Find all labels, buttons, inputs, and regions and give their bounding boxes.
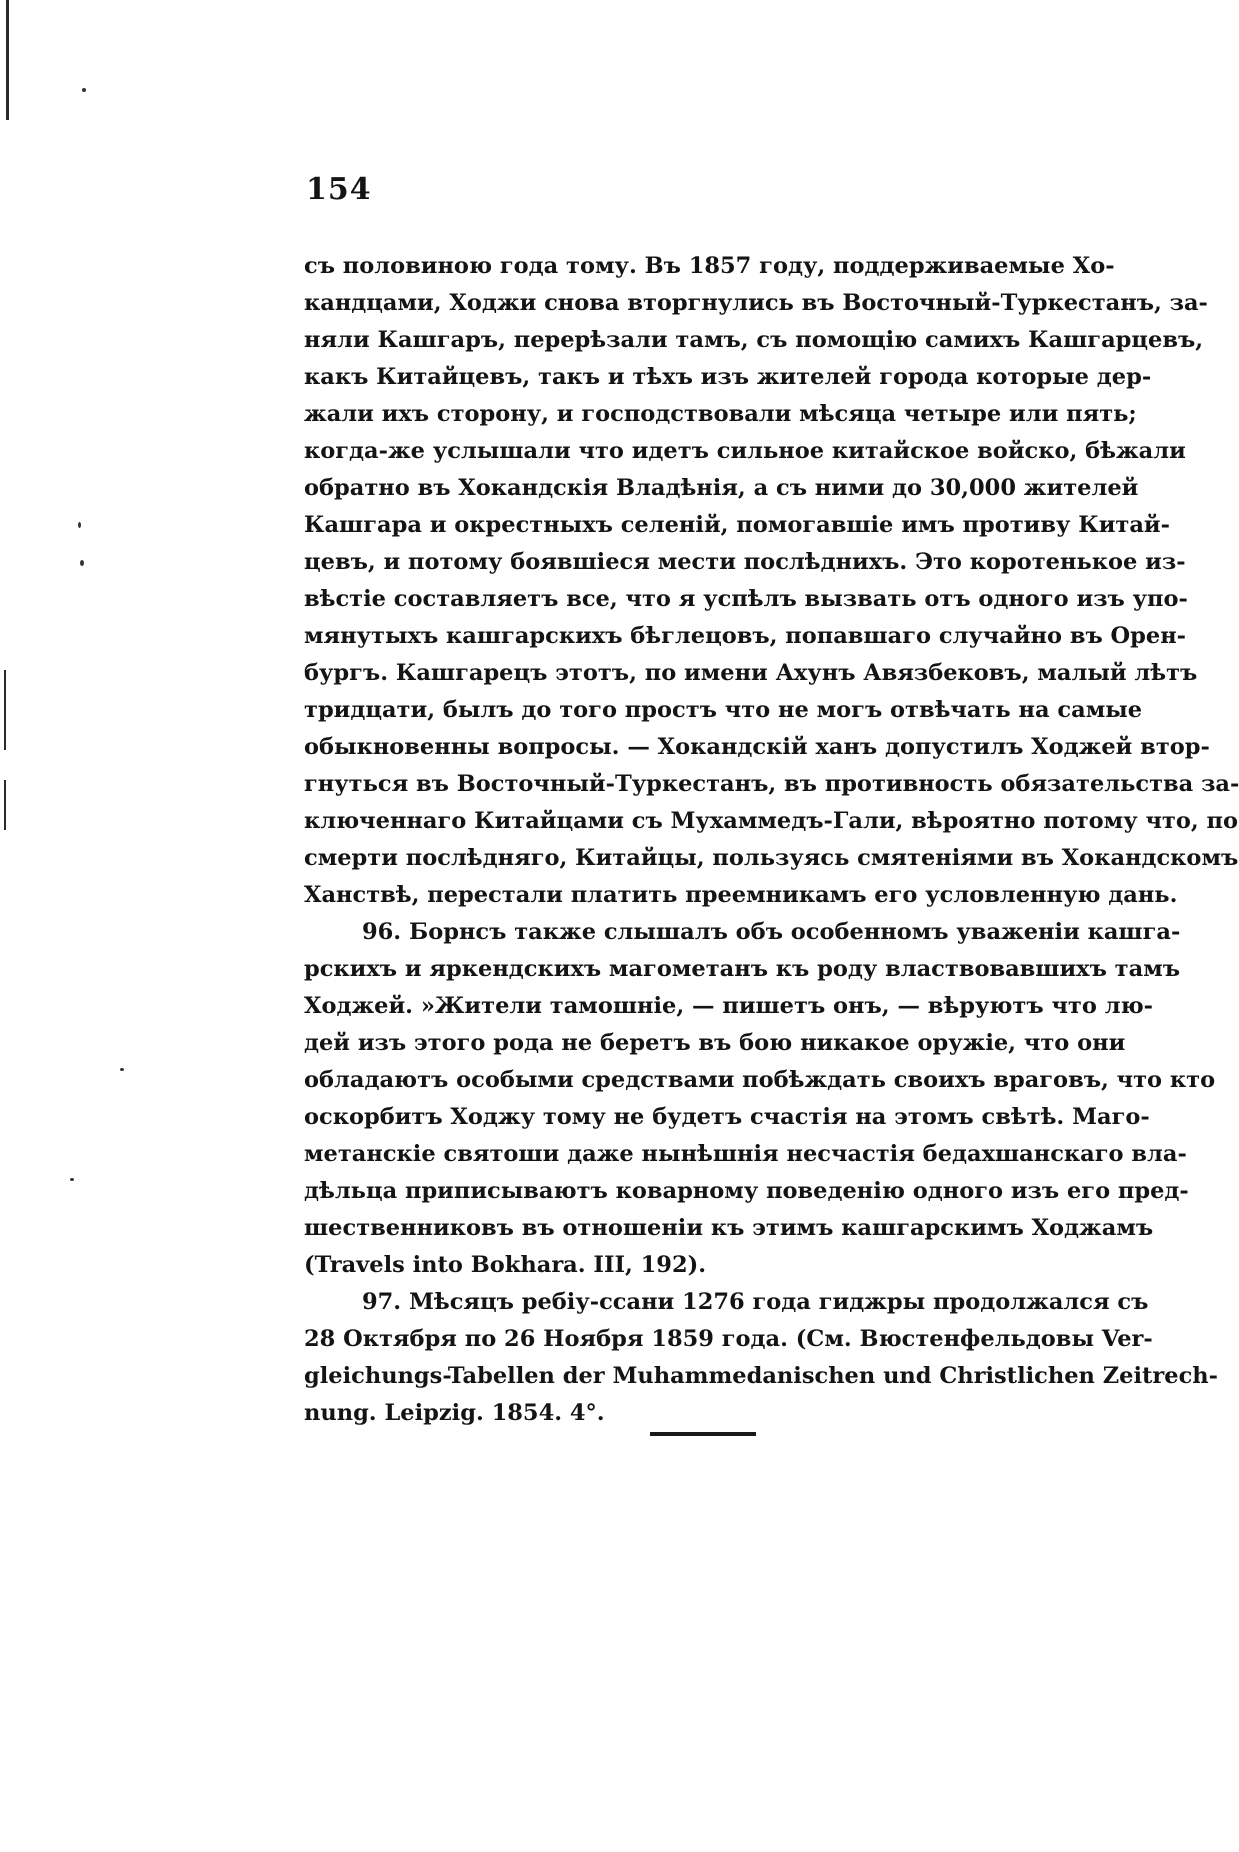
text-line: (Travels into Bokhara. III, 192). xyxy=(304,1252,707,1278)
text-line: 97. Мѣсяцъ ребіу-ссани 1276 года гиджры продолжался съ xyxy=(362,1289,1149,1315)
text-line: какъ Китайцевъ, такъ и тѣхъ изъ жителей города которые дер- xyxy=(304,364,1152,390)
text-line: жали ихъ сторону, и господствовали мѣсяца четыре или пять; xyxy=(304,401,1137,427)
scan-edge-mark xyxy=(6,0,9,120)
text-line: дей изъ этого рода не беретъ въ бою никакое оружіе, что они xyxy=(304,1030,1126,1056)
text-line: тридцати, былъ до того простъ что не могъ отвѣчать на самые xyxy=(304,697,1143,723)
page-number: 154 xyxy=(306,172,372,207)
text-line: смерти послѣдняго, Китайцы, пользуясь смятеніями въ Хокандскомъ xyxy=(304,845,1239,871)
text-line: мянутыхъ кашгарскихъ бѣглецовъ, попавшаго случайно въ Орен- xyxy=(304,623,1187,649)
text-line: цевъ, и потому боявшіеся мести послѣднихъ. Это коротенькое из- xyxy=(304,549,1186,575)
text-line: няли Кашгаръ, перерѣзали тамъ, съ помощію самихъ Кашгарцевъ, xyxy=(304,327,1204,353)
text-line: когда-же услышали что идетъ сильное китайское войско, бѣжали xyxy=(304,438,1186,464)
text-line: вѣстіе составляетъ все, что я успѣлъ вызвать отъ одного изъ упо- xyxy=(304,586,1188,612)
scan-speck xyxy=(80,560,84,566)
body-text xyxy=(304,248,1239,1432)
text-line: оскорбитъ Ходжу тому не будетъ счастія на этомъ свѣтѣ. Маго- xyxy=(304,1104,1150,1130)
text-line: бургъ. Кашгарецъ этотъ, по имени Ахунъ Авязбековъ, малый лѣтъ xyxy=(304,660,1198,686)
text-line: Кашгара и окрестныхъ селеній, помогавшіе имъ противу Китай- xyxy=(304,512,1170,538)
text-line: 28 Октября по 26 Ноября 1859 года. (См. Вюстенфельдовы Ver- xyxy=(304,1326,1153,1352)
text-line: gleichungs-Tabellen der Muhammedanischen und Christlichen Zeitrech- xyxy=(304,1363,1218,1389)
end-rule xyxy=(650,1432,756,1436)
scan-speck xyxy=(70,1178,74,1181)
text-line: дѣльца приписываютъ коварному поведенію одного изъ его пред- xyxy=(304,1178,1189,1204)
text-line: обратно въ Хокандскія Владѣнія, а съ ними до 30,000 жителей xyxy=(304,475,1139,501)
text-line: шественниковъ въ отношеніи къ этимъ кашгарскимъ Ходжамъ xyxy=(304,1215,1154,1241)
text-line: nung. Leipzig. 1854. 4°. xyxy=(304,1400,605,1426)
scan-edge-mark xyxy=(4,780,6,830)
text-line: кандцами, Ходжи снова вторгнулись въ Восточный-Туркестанъ, за- xyxy=(304,290,1208,316)
text-line: рскихъ и яркендскихъ магометанъ къ роду властвовавшихъ тамъ xyxy=(304,956,1181,982)
text-line: ключеннаго Китайцами съ Мухаммедъ-Гали, вѣроятно потому что, по xyxy=(304,808,1239,834)
text-line: съ половиною года тому. Въ 1857 году, поддерживаемые Хо- xyxy=(304,253,1115,279)
text-line: Ханствѣ, перестали платить преемникамъ его условленную дань. xyxy=(304,882,1178,908)
text-line: обыкновенны вопросы. — Хокандскій ханъ допустилъ Ходжей втор- xyxy=(304,734,1210,760)
scan-edge-mark xyxy=(4,670,6,750)
text-line: метанскіе святоши даже нынѣшнія несчастія бедахшанскаго вла- xyxy=(304,1141,1187,1167)
scan-speck xyxy=(82,88,86,92)
text-line: обладаютъ особыми средствами побѣждать своихъ враговъ, что кто xyxy=(304,1067,1216,1093)
scan-speck xyxy=(120,1068,124,1071)
text-line: Ходжей. »Жители тамошніе, — пишетъ онъ, — вѣруютъ что лю- xyxy=(304,993,1153,1019)
text-line: 96. Борнсъ также слышалъ объ особенномъ уваженіи кашга- xyxy=(362,919,1181,945)
text-line: гнуться въ Восточный-Туркестанъ, въ противность обязательства за- xyxy=(304,771,1239,797)
scan-speck xyxy=(78,522,81,528)
